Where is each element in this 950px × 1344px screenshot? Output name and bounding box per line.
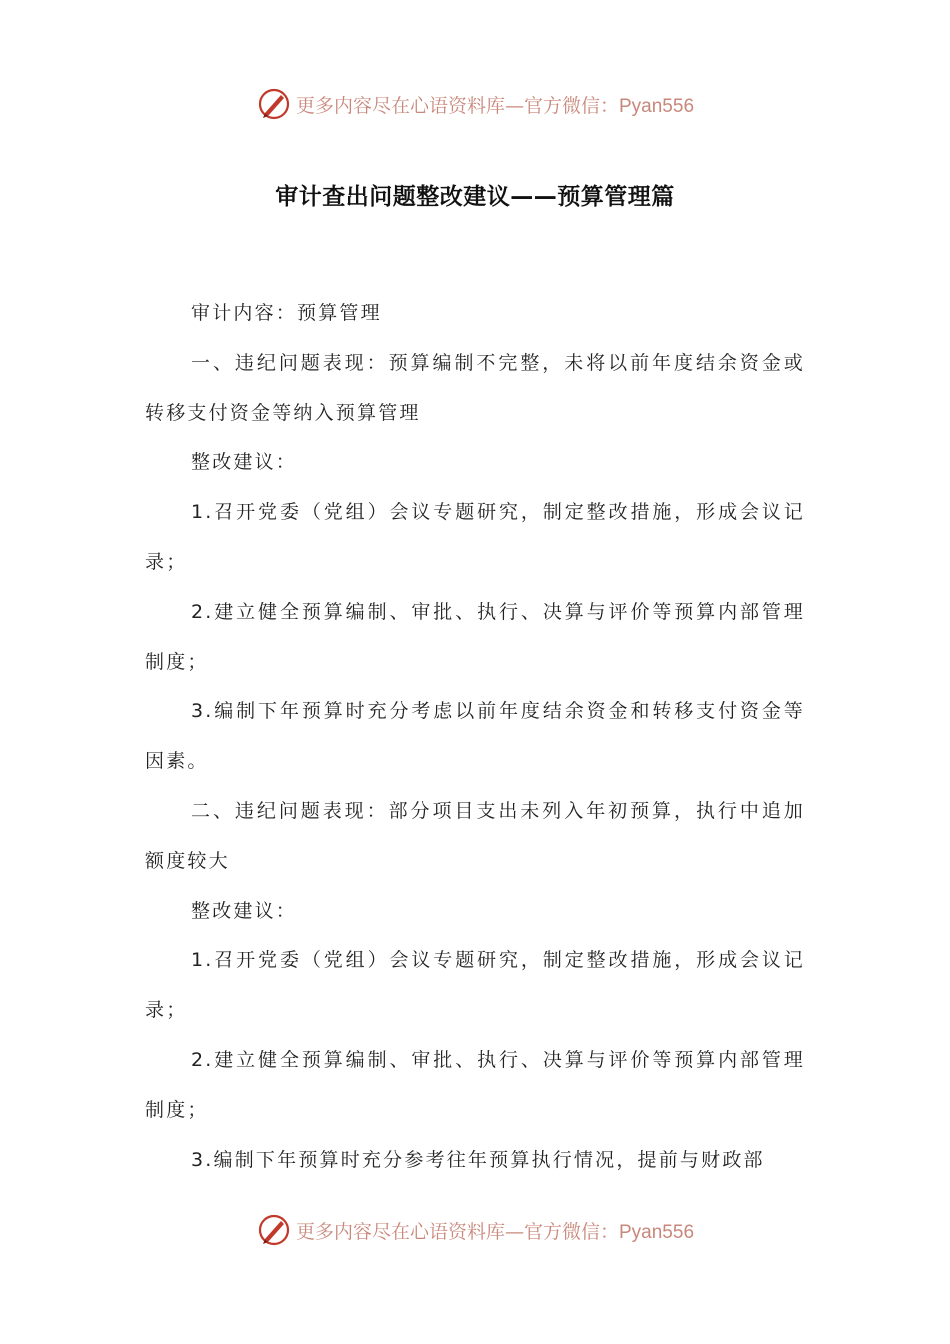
footer-banner [0,1210,950,1250]
paragraph-suggestion-1-2: 2.建立健全预算编制、审批、执行、决算与评价等预算内部管理制度； [145,600,805,673]
footer-banner-text: 更多内容尽在心语资料库—官方微信：Pyan556 [295,1220,695,1243]
paragraph-suggestion-1-3: 3.编制下年预算时充分考虑以前年度结余资金和转移支付资金等因素。 [145,700,805,773]
pen-logo-icon [256,86,292,122]
paragraph-suggestion-heading-2: 整改建议： [191,899,298,922]
header-banner-text: 更多内容尽在心语资料库—官方微信：Pyan556 [295,94,695,117]
paragraph-suggestion-heading-1: 整改建议： [191,451,298,474]
document-title: 审计查出问题整改建议——预算管理篇 [275,184,675,210]
paragraph-suggestion-1-1: 1.召开党委（党组）会议专题研究，制定整改措施，形成会议记录； [145,501,805,573]
pen-logo-icon [256,1212,292,1248]
header-banner [0,84,950,124]
paragraph-suggestion-2-1: 1.召开党委（党组）会议专题研究，制定整改措施，形成会议记录； [145,949,805,1022]
document-body [145,289,805,1185]
paragraph-issue-2: 二、违纪问题表现：部分项目支出未列入年初预算，执行中追加额度较大 [145,799,805,872]
paragraph-issue-1: 一、违纪问题表现：预算编制不完整，未将以前年度结余资金或转移支付资金等纳入预算管理 [145,351,805,424]
paragraph-suggestion-2-3: 3.编制下年预算时充分参考往年预算执行情况，提前与财政部 [191,1148,765,1171]
paragraph-suggestion-2-2: 2.建立健全预算编制、审批、执行、决算与评价等预算内部管理制度； [145,1048,805,1121]
paragraph-audit-content: 审计内容：预算管理 [191,302,382,324]
